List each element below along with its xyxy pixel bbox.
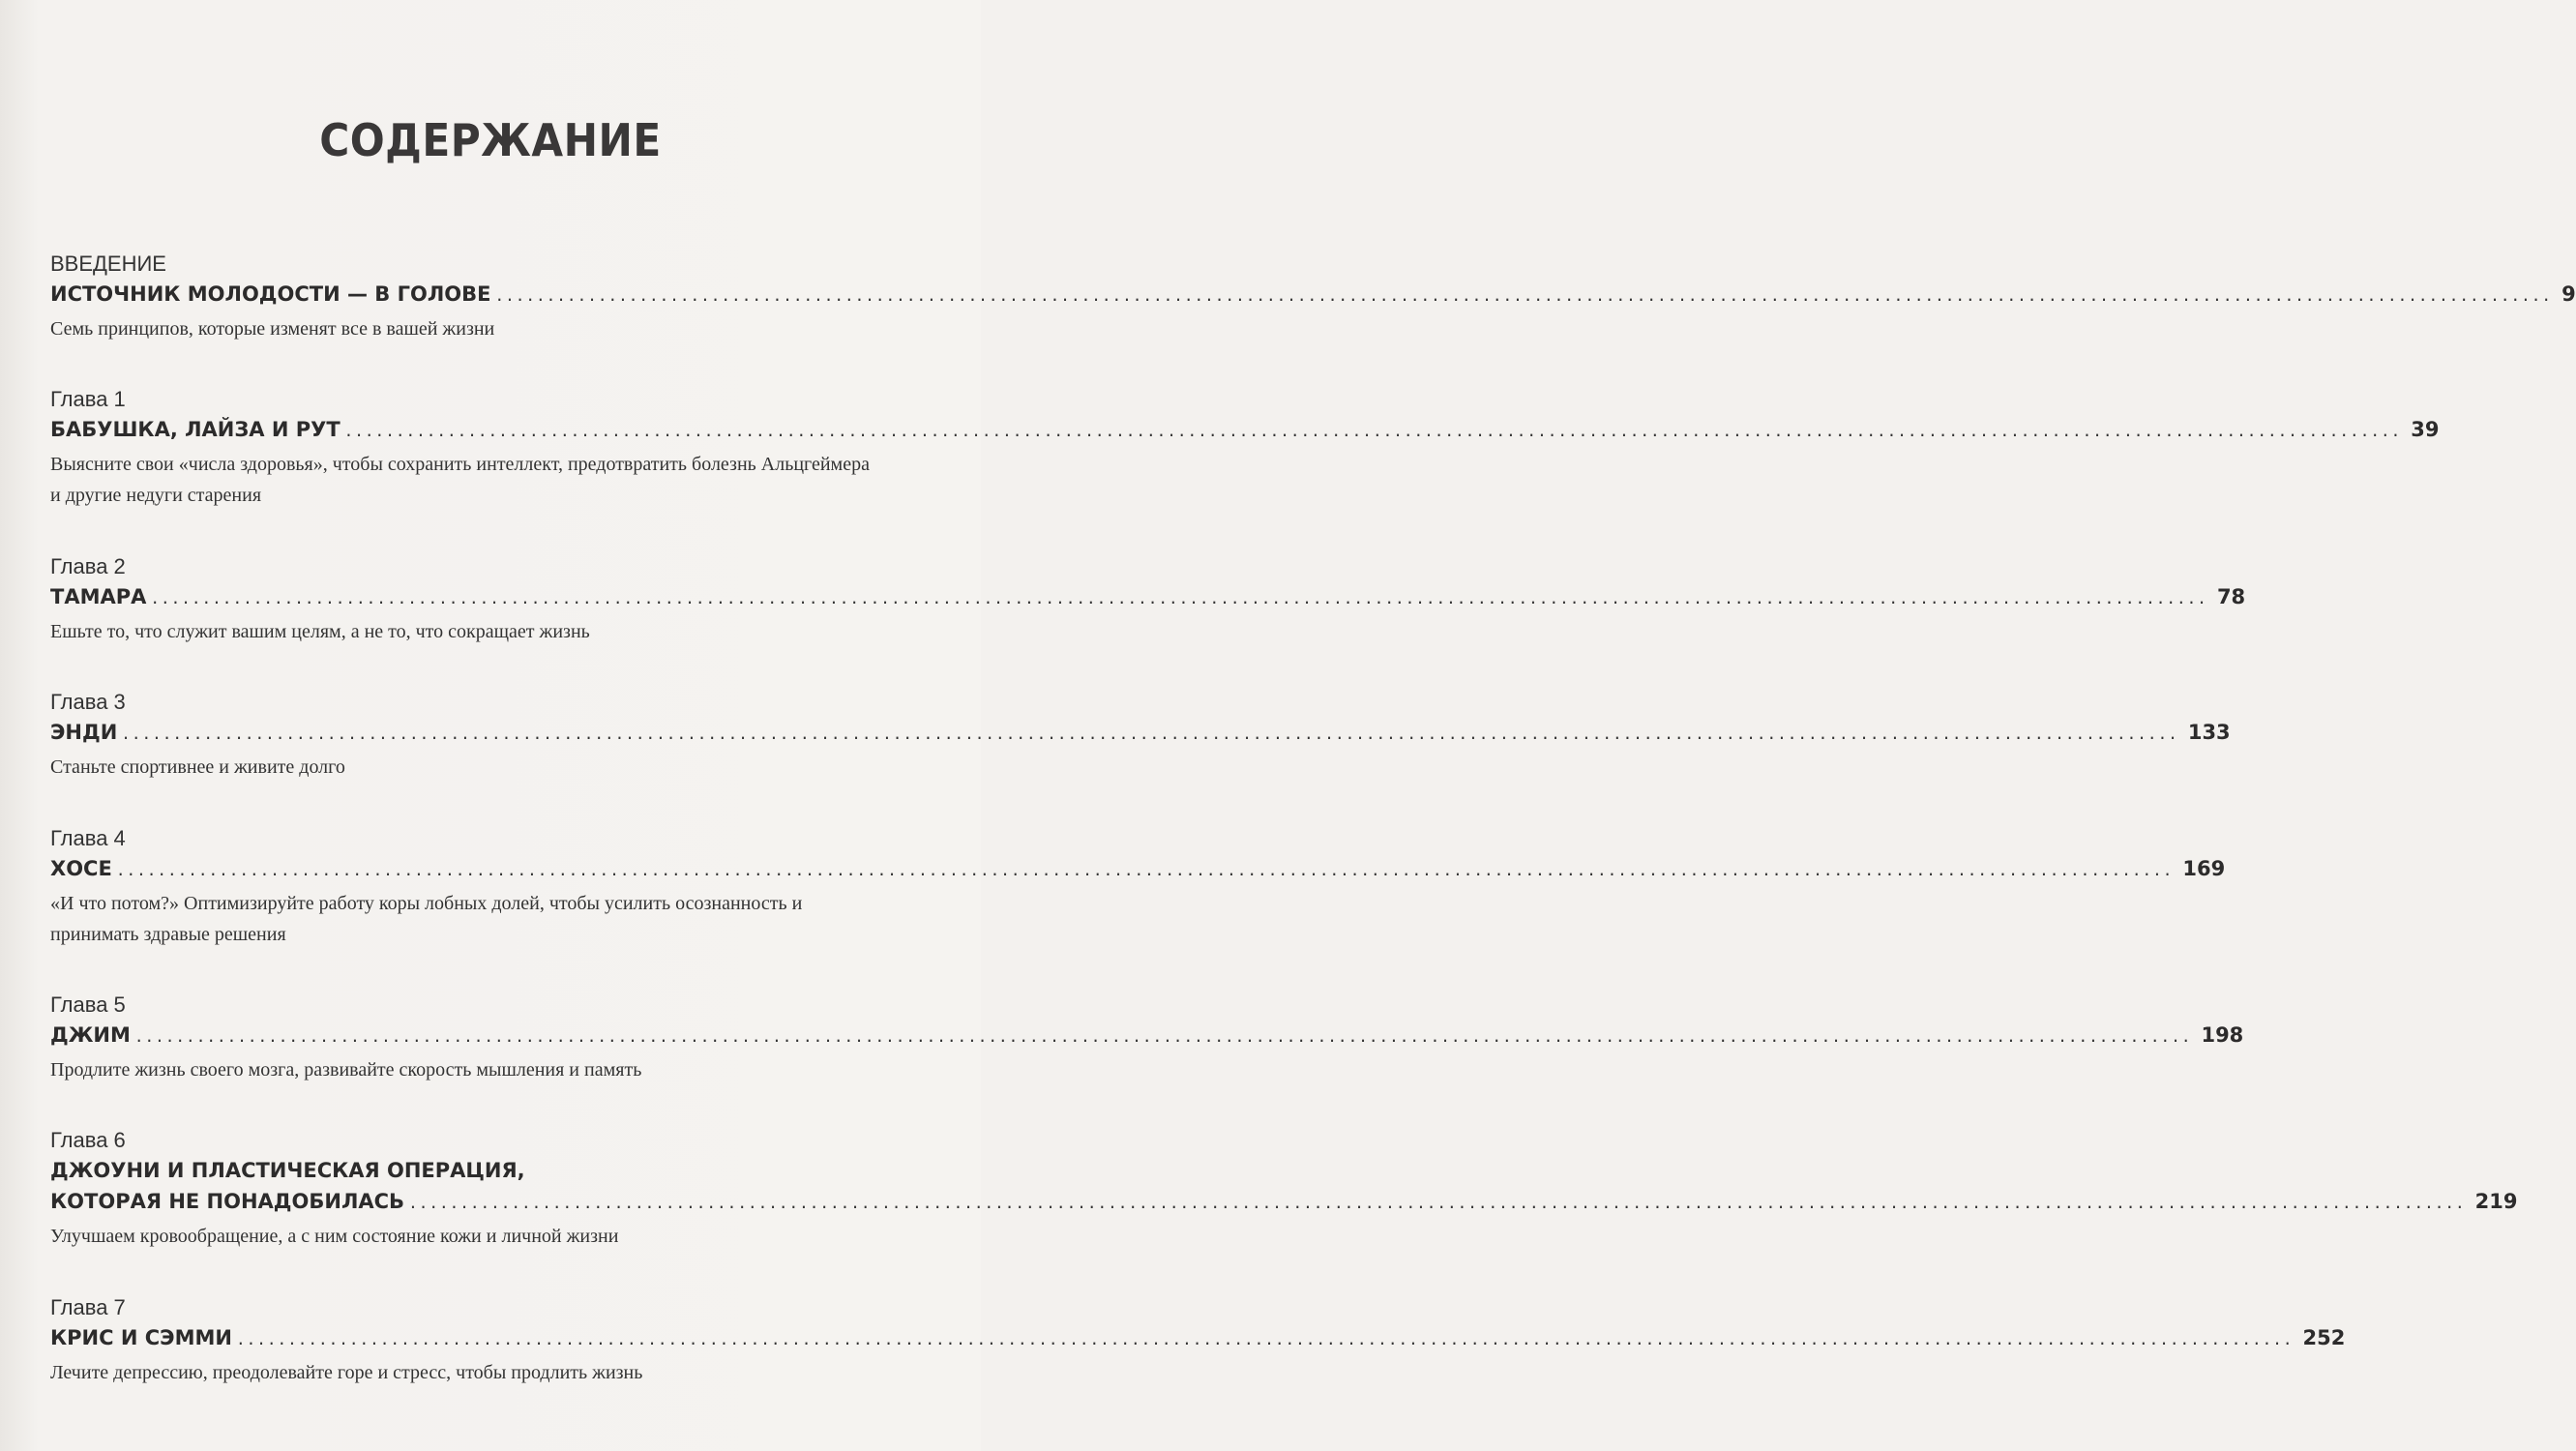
entry-description: Ешьте то, что служит вашим целям, а не то, что сокращает жизнь (50, 621, 590, 642)
page-number: 198 (2201, 1023, 2244, 1047)
entry-label: Глава 6 (50, 1128, 126, 1152)
leader-dots: ........................................................................................................................................................................................................ (494, 286, 2553, 305)
entry-heading-line[interactable] (50, 1186, 2518, 1217)
entry-heading-line[interactable] (50, 581, 2246, 612)
entry-heading-line[interactable] (50, 1322, 2346, 1353)
toc-entry-chapter-3 (50, 688, 2231, 783)
toc-entry-chapter-5 (50, 991, 2244, 1085)
entry-heading: ЭНДИ (50, 721, 118, 744)
entry-heading: ТАМАРА (50, 585, 147, 608)
entry-label: Глава 2 (50, 554, 126, 578)
page-number: 39 (2411, 418, 2440, 441)
entry-heading-line[interactable] (50, 414, 2440, 445)
entry-description: Станьте спортивнее и живите долго (50, 756, 345, 778)
page-number: 9 (2561, 282, 2576, 306)
page-number: 219 (2474, 1190, 2518, 1213)
entry-label: ВВЕДЕНИЕ (50, 252, 166, 276)
entry-heading-part-1: ДЖОУНИ И ПЛАСТИЧЕСКАЯ ОПЕРАЦИЯ, (50, 1159, 525, 1182)
leader-dots: ........................................................................................................................................................................................................ (408, 1194, 2466, 1212)
entry-label: Глава 3 (50, 690, 126, 714)
entry-description: Семь принципов, которые изменят все в вашей жизни (50, 318, 495, 340)
entry-heading-line[interactable] (50, 717, 2231, 748)
page-number: 78 (2216, 585, 2246, 608)
page-title: СОДЕРЖАНИЕ (319, 114, 662, 166)
toc-entry-chapter-7 (50, 1293, 2346, 1388)
entry-description: Продлите жизнь своего мозга, развивайте скорость мышления и память (50, 1059, 642, 1081)
page-number: 252 (2302, 1326, 2346, 1349)
toc-entry-introduction (50, 250, 2576, 344)
entry-description: Улучшаем кровообращение, а с ним состояние кожи и личной жизни (50, 1226, 619, 1247)
leader-dots: ........................................................................................................................................................................................................ (150, 589, 2207, 607)
entry-heading-line-1[interactable] (50, 1155, 882, 1186)
leader-dots: ........................................................................................................................................................................................................ (235, 1330, 2294, 1348)
entry-heading: ДЖИМ (50, 1023, 131, 1047)
entry-heading: ХОСЕ (50, 857, 112, 880)
entry-heading-line[interactable] (50, 1020, 2244, 1051)
toc-entry-chapter-2 (50, 552, 2246, 647)
entry-description: «И что потом?» Оптимизируйте работу коры лобных долей, чтобы усилить осознанность и принимать здравые решения (50, 893, 803, 945)
page-number: 133 (2187, 721, 2231, 744)
toc-entry-chapter-1 (50, 385, 2440, 511)
entry-description: Лечите депрессию, преодолевайте горе и стресс, чтобы продлить жизнь (50, 1362, 643, 1383)
entry-heading: КОТОРАЯ НЕ ПОНАДОБИЛАСЬ (50, 1190, 405, 1213)
entry-heading-line[interactable] (50, 279, 2576, 310)
leader-dots: ........................................................................................................................................................................................................ (115, 861, 2174, 879)
entry-description: Выясните свои «числа здоровья», чтобы сохранить интеллект, предотвратить болезнь Альцгеймера и другие недуги старения (50, 454, 870, 506)
toc-entry-chapter-6 (50, 1126, 2518, 1252)
toc-entry-chapter-4 (50, 824, 2226, 950)
entry-heading: КРИС И СЭММИ (50, 1326, 232, 1349)
entry-label: Глава 4 (50, 826, 126, 850)
entry-label: Глава 5 (50, 992, 126, 1017)
entry-label: Глава 1 (50, 387, 126, 411)
leader-dots: ........................................................................................................................................................................................................ (343, 422, 2402, 440)
page-number: 169 (2182, 857, 2226, 880)
entry-heading: БАБУШКА, ЛАЙЗА И РУТ (50, 418, 341, 441)
entry-heading-line[interactable] (50, 853, 2226, 884)
entry-heading: ИСТОЧНИК МОЛОДОСТИ — В ГОЛОВЕ (50, 282, 491, 306)
entry-label: Глава 7 (50, 1295, 126, 1319)
leader-dots: ........................................................................................................................................................................................................ (133, 1027, 2192, 1046)
leader-dots: ........................................................................................................................................................................................................ (121, 725, 2178, 743)
